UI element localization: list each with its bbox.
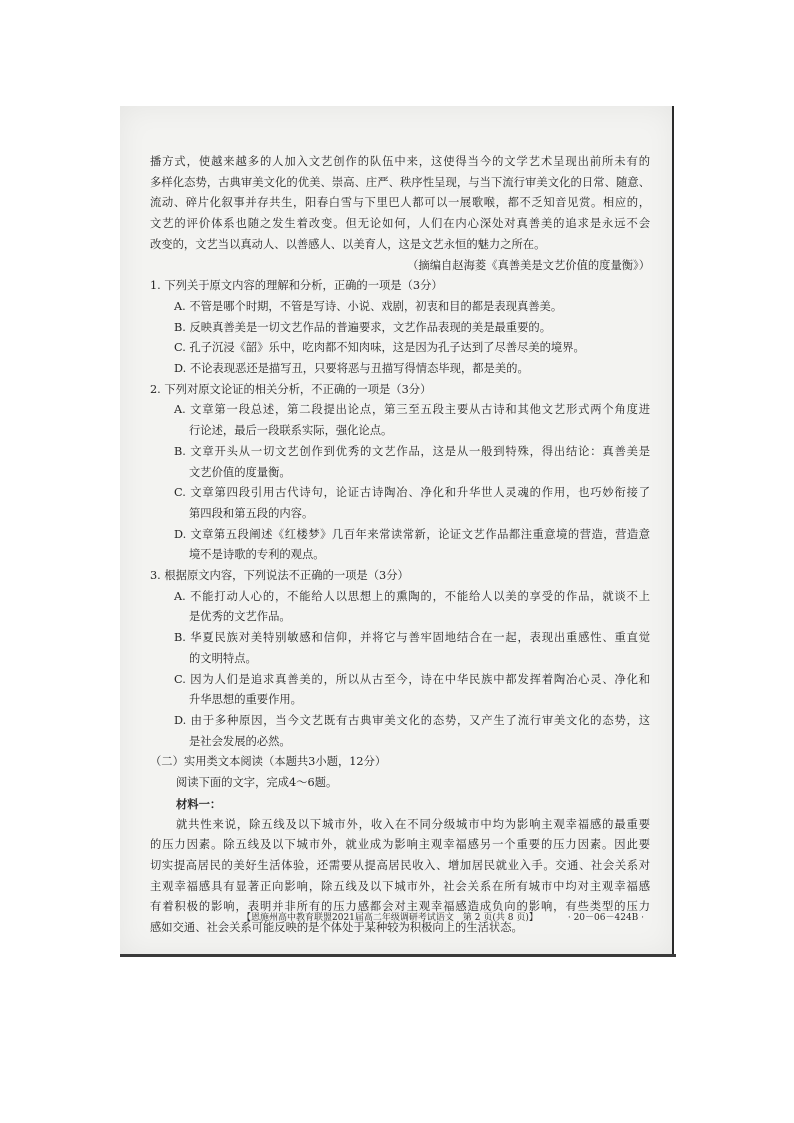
question-option: B. 文章开头从一切文艺创作到优秀的文艺作品，这是从一般到特殊，得出结论：真善美是 bbox=[174, 444, 650, 458]
passage-line: 播方式，使越来越多的人加入文艺创作的队伍中来，这使得当今的文学艺术呈现出前所未有的 bbox=[150, 155, 650, 168]
question-option: 第四段和第五段的内容。 bbox=[189, 506, 314, 520]
question-option: C. 因为人们是追求真善美的，所以从古至今，诗在中华民族中都发挥着陶冶心灵、净化和 bbox=[174, 672, 650, 686]
question-option: A. 不管是哪个时期，不管是写诗、小说、戏剧，初衷和目的都是表现真善美。 bbox=[174, 299, 563, 313]
material-line: 有着积极的影响，表明并非所有的压力感都会对主观幸福感造成负向的影响，有些类型的压力 bbox=[150, 900, 650, 914]
page-bottom-shadow bbox=[120, 954, 676, 957]
source-citation: （摘编自赵海菱《真善美是文艺价值的度量衡》） bbox=[407, 258, 650, 272]
material-line: 就共性来说，除五线及以下城市外，收入在不同分级城市中均为影响主观幸福感的最重要 bbox=[176, 817, 650, 831]
passage-line: 多样化态势，古典审美文化的优美、崇高、庄严、秩序性呈现，与当下流行审美文化的日常、随意、 bbox=[150, 175, 650, 189]
page-footer: 【恩施州高中教育联盟2021届高二年级调研考试语文 第 2 页(共 8 页)】 bbox=[242, 913, 538, 923]
question-stem: 3. 根据原文内容，下列说法不正确的一项是（3分） bbox=[150, 569, 409, 583]
question-option: B. 华夏民族对美特别敏感和信仰，并将它与善牢固地结合在一起，表现出重感性、重直觉 bbox=[174, 631, 650, 645]
question-option: 境不是诗歌的专利的观点。 bbox=[189, 548, 325, 562]
material-line: 主观幸福感具有显著正向影响，除五线及以下城市外，社会关系在所有城市中均对主观幸福感 bbox=[150, 879, 650, 893]
passage-top bbox=[150, 152, 650, 256]
question-option: C. 孔子沉浸《韶》乐中，吃肉都不知肉味，这是因为孔子达到了尽善尽美的境界。 bbox=[174, 341, 585, 355]
question-option: D. 不论表现恶还是描写丑，只要将恶与丑描写得情态毕现，都是美的。 bbox=[174, 362, 529, 376]
question-stem: 1. 下列关于原文内容的理解和分析，正确的一项是（3分） bbox=[150, 279, 443, 293]
material-title: 材料一： bbox=[176, 796, 222, 811]
questions bbox=[150, 276, 650, 752]
question-option: 行论述，最后一段联系实际，强化论点。 bbox=[189, 424, 393, 438]
material-line: 感如交通、社会关系可能反映的是个体处于某种较为积极向上的生活状态。 bbox=[150, 921, 523, 935]
passage-line: 改变的，文艺当以真动人、以善感人、以美育人，这是文艺永恒的魅力之所在。 bbox=[150, 237, 546, 251]
material-line: 的压力因素。除五线及以下城市外，就业成为影响主观幸福感另一个重要的压力因素。因此要 bbox=[150, 838, 650, 852]
section2-instruction: 阅读下面的文字，完成4～6题。 bbox=[176, 776, 338, 790]
exam-page bbox=[120, 106, 674, 956]
page-edge-shadow bbox=[672, 106, 674, 956]
question-option: D. 由于多种原因，当今文艺既有古典审美文化的态势，又产生了流行审美文化的态势，这 bbox=[174, 713, 650, 727]
passage-line: 文艺的评价体系也随之发生着改变。但无论如何，人们在内心深处对真善美的追求是永远不会 bbox=[150, 217, 650, 231]
page-content bbox=[150, 152, 650, 939]
question-option: C. 文章第四段引用古代诗句，论证古诗陶冶、净化和升华世人灵魂的作用，也巧妙衔接了 bbox=[174, 486, 650, 500]
question-option: A. 文章第一段总述，第二段提出论点，第三至五段主要从古诗和其他文艺形式两个角度进 bbox=[174, 403, 650, 417]
question-option: D. 文章第五段阐述《红楼梦》几百年来常读常新，论证文艺作品都注重意境的营造，营造意 bbox=[174, 527, 650, 541]
question-option: 文艺价值的度量衡。 bbox=[189, 465, 291, 479]
question-option: A. 不能打动人心的，不能给人以思想上的熏陶的，不能给人以美的享受的作品，就谈不上 bbox=[174, 589, 650, 603]
question-option: 是优秀的文艺作品。 bbox=[189, 610, 291, 624]
question-stem: 2. 下列对原文论证的相关分析，不正确的一项是（3分） bbox=[150, 382, 432, 396]
question-option: 是社会发展的必然。 bbox=[189, 734, 291, 748]
material-line: 切实提高居民的美好生活体验，还需要从提高居民收入、增加居民就业入手。交通、社会关系对 bbox=[150, 858, 650, 872]
question-option: B. 反映真善美是一切文艺作品的普遍要求，文艺作品表现的美是最重要的。 bbox=[174, 320, 551, 334]
section2-heading: （二）实用类文本阅读（本题共3小题，12分） bbox=[150, 755, 387, 769]
exam-code: · 20－06－424B · bbox=[567, 913, 644, 923]
passage-line: 流动、碎片化叙事并存共生，阳春白雪与下里巴人都可以一展歌喉，都不乏知音见赏。相应的， bbox=[150, 196, 650, 210]
question-option: 的文明特点。 bbox=[189, 651, 257, 665]
question-option: 升华思想的重要作用。 bbox=[189, 693, 302, 707]
